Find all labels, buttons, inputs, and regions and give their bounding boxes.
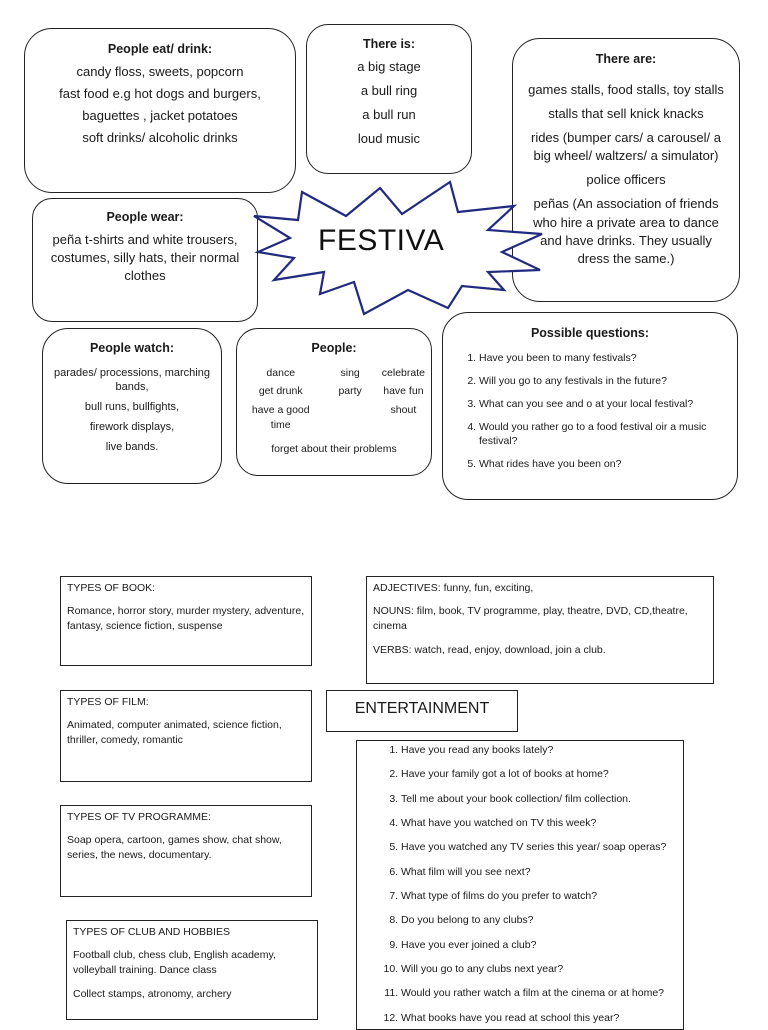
tv-types-title: TYPES OF TV PROGRAMME:	[67, 811, 211, 823]
club-types-title: TYPES OF CLUB AND HOBBIES	[73, 926, 230, 938]
there-are-item: police officers	[586, 172, 666, 188]
festival-question: 2. Will you go to any festivals in the future?	[479, 374, 727, 388]
book-types-title: TYPES OF BOOK:	[67, 582, 156, 594]
there-is-box	[306, 24, 472, 174]
entertainment-title: ENTERTAINMENT	[354, 700, 490, 717]
watch-box	[42, 328, 222, 484]
entertainment-question: 2. Have your family got a lot of books at home?	[401, 768, 677, 782]
questions-title: Possible questions:	[530, 326, 650, 340]
people-verb: have a good time	[251, 403, 310, 431]
questions-box	[442, 312, 738, 500]
entertainment-question: 10. Will you go to any clubs next year?	[401, 963, 677, 977]
people-verb: have fun	[383, 385, 424, 398]
entertainment-title-box	[326, 690, 518, 732]
vocab-box	[366, 576, 714, 684]
entertainment-question: 6. What film will you see next?	[401, 866, 677, 880]
eat-drink-item: candy floss, sweets, popcorn	[76, 63, 244, 79]
watch-title: People watch:	[89, 341, 175, 355]
eat-drink-item: fast food e.g hot dogs and burgers,	[59, 85, 261, 101]
entertainment-question: 7. What type of films do you prefer to watch?	[401, 890, 677, 904]
book-types-text: Romance, horror story, murder mystery, adventure, fantasy, science fiction, suspense	[67, 605, 305, 633]
entertainment-questions-box	[356, 740, 684, 1030]
there-is-title: There is:	[362, 37, 416, 51]
people-verb	[338, 403, 361, 432]
eat-drink-item: baguettes , jacket potatoes	[82, 107, 238, 123]
there-are-item: stalls that sell knick knacks	[548, 105, 704, 121]
watch-item: bull runs, bullfights,	[84, 401, 180, 414]
there-is-item: loud music	[357, 131, 421, 147]
adjectives-line: ADJECTIVES: funny, fun, exciting,	[373, 582, 534, 594]
entertainment-question: 5. Have you watched any TV series this year/ soap operas?	[401, 841, 677, 855]
entertainment-question: 12. What books have you read at school this year?	[401, 1012, 677, 1026]
there-are-item: rides (bumper cars/ a carousel/ a big wheel/ waltzers/ a simulator)	[530, 129, 722, 164]
festival-questions-list	[453, 351, 727, 472]
book-types-box	[60, 576, 312, 666]
entertainment-questions-list	[363, 744, 677, 1025]
eat-drink-title: People eat/ drink:	[107, 42, 213, 56]
film-types-box	[60, 690, 312, 782]
there-are-item: games stalls, food stalls, toy stalls	[528, 81, 724, 97]
people-verbs	[243, 366, 425, 433]
festival-question: 5. What rides have you been on?	[479, 457, 727, 471]
people-verb: shout	[390, 403, 417, 416]
there-is-item: a big stage	[357, 58, 421, 74]
entertainment-question: 9. Have you ever joined a club?	[401, 939, 677, 953]
entertainment-question: 3. Tell me about your book collection/ film collection.	[401, 793, 677, 807]
there-is-item: a bull run	[362, 106, 416, 122]
film-types-text: Animated, computer animated, science fiction, thriller, comedy, romantic	[67, 719, 282, 747]
people-verb: sing	[340, 366, 360, 379]
people-verb: dance	[266, 366, 296, 379]
there-is-item: a bull ring	[360, 82, 418, 98]
festival-question: 4. Would you rather go to a food festival oir a music festival?	[479, 420, 727, 448]
wear-box	[32, 198, 258, 322]
people-box	[236, 328, 432, 476]
there-are-title: There are:	[595, 52, 657, 66]
people-verb: celebrate	[381, 366, 425, 379]
watch-item: live bands.	[105, 440, 159, 453]
eat-drink-box	[24, 28, 296, 193]
festival-question: 3. What can you see and o at your local festival?	[479, 397, 727, 411]
wear-text: peña t-shirts and white trousers, costumes, silly hats, their normal clothes	[50, 231, 240, 283]
people-title: People:	[311, 341, 357, 355]
watch-item: parades/ processions, marching bands,	[54, 366, 210, 394]
club-types-text: Collect stamps, atronomy, archery	[73, 987, 232, 1000]
eat-drink-item: soft drinks/ alcoholic drinks	[82, 130, 238, 146]
nouns-line: NOUNS: film, book, TV programme, play, theatre, DVD, CD,theatre, cinema	[373, 605, 688, 633]
tv-types-box	[60, 805, 312, 897]
club-types-box	[66, 920, 318, 1020]
watch-item: firework displays,	[89, 421, 175, 434]
verbs-line: VERBS: watch, read, enjoy, download, join a club.	[373, 643, 606, 656]
people-last: forget about their problems	[271, 443, 397, 456]
club-types-text: Football club, chess club, English academy, volleyball training. Dance class	[73, 949, 276, 977]
festival-starburst	[252, 178, 552, 316]
film-types-title: TYPES OF FILM:	[67, 696, 149, 708]
people-verb: party	[338, 385, 362, 398]
entertainment-question: 8. Do you belong to any clubs?	[401, 914, 677, 928]
entertainment-question: 1. Have you read any books lately?	[401, 744, 677, 758]
festival-title: FESTIVA	[318, 224, 445, 257]
people-verb: get drunk	[258, 385, 303, 398]
there-are-item: peñas (An association of friends who hire a private area to dance and have drinks. They usually dress the same.)	[533, 196, 719, 266]
tv-types-text: Soap opera, cartoon, games show, chat show, series, the news, documentary.	[67, 834, 282, 862]
festival-question: 1. Have you been to many festivals?	[479, 351, 727, 365]
wear-title: People wear:	[106, 210, 184, 224]
entertainment-question: 11. Would you rather watch a film at the cinema or at home?	[401, 987, 677, 1001]
entertainment-question: 4. What have you watched on TV this week?	[401, 817, 677, 831]
